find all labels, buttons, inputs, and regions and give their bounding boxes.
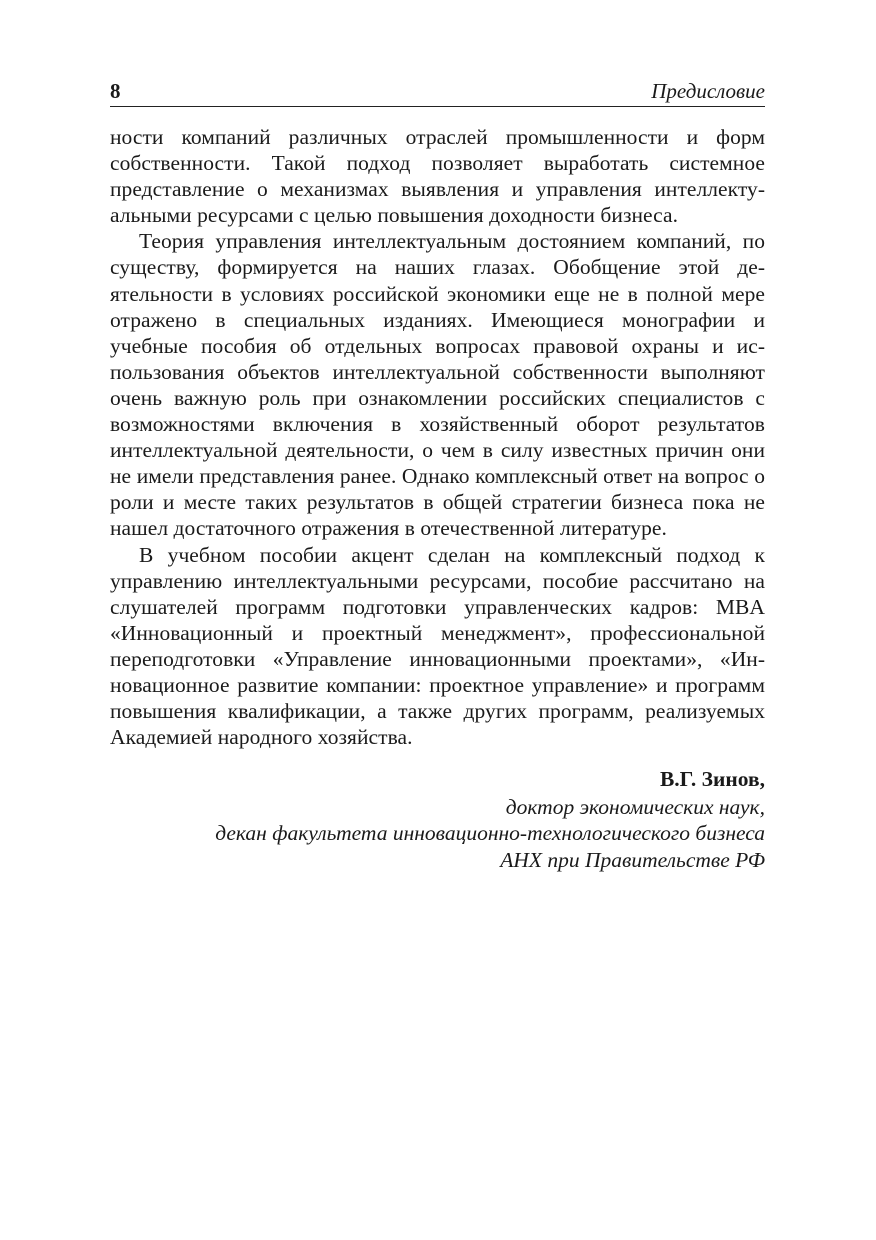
author-position: декан факультета инновационно-технологического бизнеса (215, 821, 765, 846)
body-text (110, 124, 765, 750)
section-title: Предисловие (651, 79, 765, 103)
paragraph-continuation: ности компаний различных отраслей промышленности и форм собственности. Такой подход позволяет выработать системное представление о механизмах выявления и управления интеллектуальными ресурсами с целью повышения доходности бизнеса. (110, 125, 765, 228)
author-degree: доктор экономических наук, (505, 794, 765, 819)
author-signature (110, 766, 765, 873)
book-page (110, 76, 765, 873)
running-header (110, 76, 765, 107)
page-number: 8 (110, 79, 121, 103)
paragraph-textbook: В учебном пособии акцент сделан на комплексный подход к управлению интеллектуальными ресурсами, пособие рассчитано на слушателей программ подготовки управленческих кадров: MBA «Инновационный и проектный менеджмент», профессиональной переподготовки «Управление инновационными проектами», «Инновационное развитие компании: проектное управление» и программ повышения квалификации, а также других программ, реализуемых Академией народного хозяйства. (110, 542, 765, 750)
author-organization: АНХ при Правительстве РФ (500, 847, 765, 872)
paragraph-theory: Теория управления интеллектуальным достоянием компаний, по существу, формируется на наших глазах. Обобщение этой деятельности в условиях российской экономики еще не в полной мере отражено в специальных изданиях. Имеющиеся монографии и учебные пособия об отдельных вопросах правовой охраны и использования объектов интеллектуальной собственности выполняют очень важную роль при ознакомлении российских специалистов с возможностями включения в хозяйственный оборот результатов интеллектуальной деятельности, о чем в силу известных причин они не имели представления ранее. Однако комплексный ответ на вопрос о роли и месте таких результатов в общей стратегии бизнеса пока не нашел достаточного отражения в отечественной литературе. (110, 229, 765, 541)
author-name: В.Г. Зинов, (659, 767, 765, 792)
